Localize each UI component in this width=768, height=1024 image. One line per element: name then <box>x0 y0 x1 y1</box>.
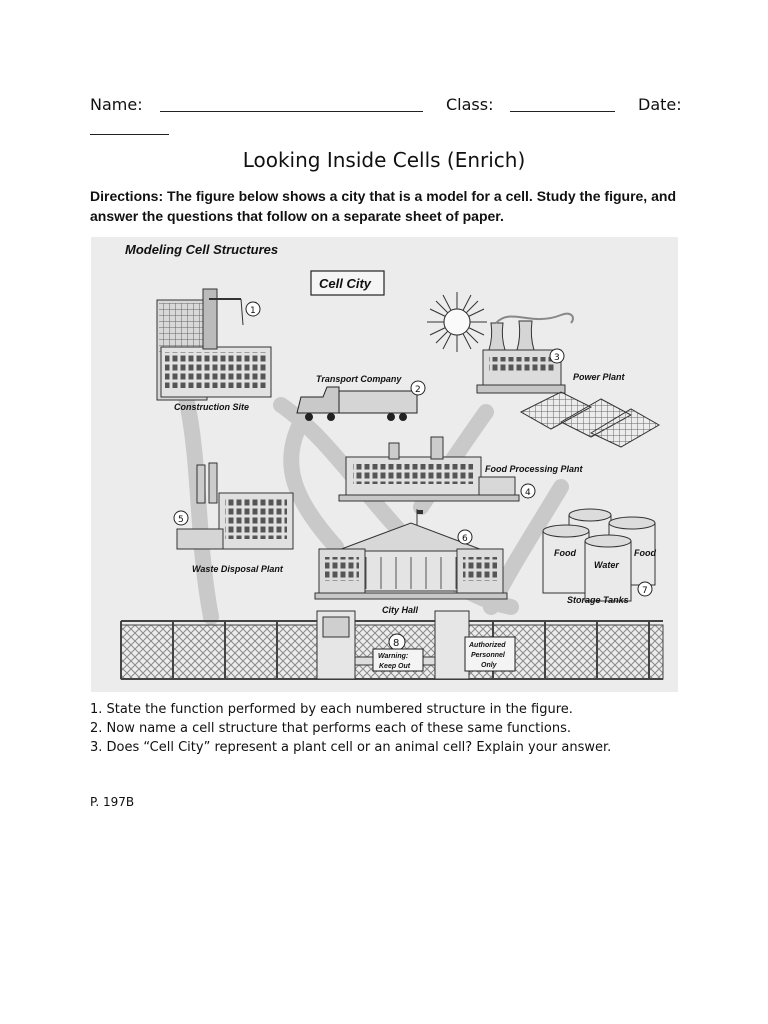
food-processing-plant-label: Food Processing Plant <box>485 464 583 474</box>
structure-number-1: 1 <box>250 306 256 316</box>
city-hall-label: City Hall <box>382 605 419 615</box>
figure-heading: Modeling Cell Structures <box>125 242 279 257</box>
question-3: 3. Does “Cell City” represent a plant cell or an animal cell? Explain your answer. <box>90 740 612 755</box>
construction-site-label: Construction Site <box>174 402 250 412</box>
date-blank[interactable] <box>90 120 169 135</box>
structure-number-4: 4 <box>525 488 531 498</box>
tank-label-food-2: Food <box>634 548 656 558</box>
cell-city-label: Cell City <box>319 276 372 291</box>
structure-number-7: 7 <box>642 586 648 596</box>
sun-icon <box>427 292 487 352</box>
tank-label-water: Water <box>594 560 619 570</box>
questions-list <box>90 700 611 757</box>
power-plant-label: Power Plant <box>573 372 625 382</box>
question-2: 2. Now name a cell structure that performs each of these same functions. <box>90 721 571 736</box>
date-label: Date: <box>638 95 682 114</box>
class-label: Class: <box>446 95 494 114</box>
name-label: Name: <box>90 95 143 114</box>
structure-number-6: 6 <box>462 534 468 544</box>
structure-number-3: 3 <box>554 353 560 363</box>
authorized-sign-line-3: Only <box>481 662 497 669</box>
page-number: P. 197B <box>90 795 135 809</box>
name-blank[interactable] <box>160 97 423 112</box>
tank-label-food: Food <box>554 548 576 558</box>
page-title: Looking Inside Cells (Enrich) <box>242 148 526 172</box>
structure-number-5: 5 <box>178 515 184 525</box>
question-1: 1. State the function performed by each numbered structure in the figure. <box>90 702 573 717</box>
authorized-sign-line-1: Authorized <box>469 642 506 649</box>
class-blank[interactable] <box>510 97 615 112</box>
authorized-sign-line-2: Personnel <box>471 652 505 659</box>
cell-city-figure <box>91 237 678 692</box>
warning-sign-line-2: Keep Out <box>379 663 411 670</box>
structure-number-8: 8 <box>393 638 400 649</box>
storage-tanks-label: Storage Tanks <box>567 595 629 605</box>
waste-disposal-plant-label: Waste Disposal Plant <box>192 564 283 574</box>
structure-number-2: 2 <box>415 385 421 395</box>
directions-text: Directions: The figure below shows a city that is a model for a cell. Study the figure, and answer the questions that follow on a separate sheet of paper. <box>90 188 676 224</box>
warning-sign-line-1: Warning: <box>378 653 409 660</box>
transport-company-label: Transport Company <box>316 374 402 384</box>
